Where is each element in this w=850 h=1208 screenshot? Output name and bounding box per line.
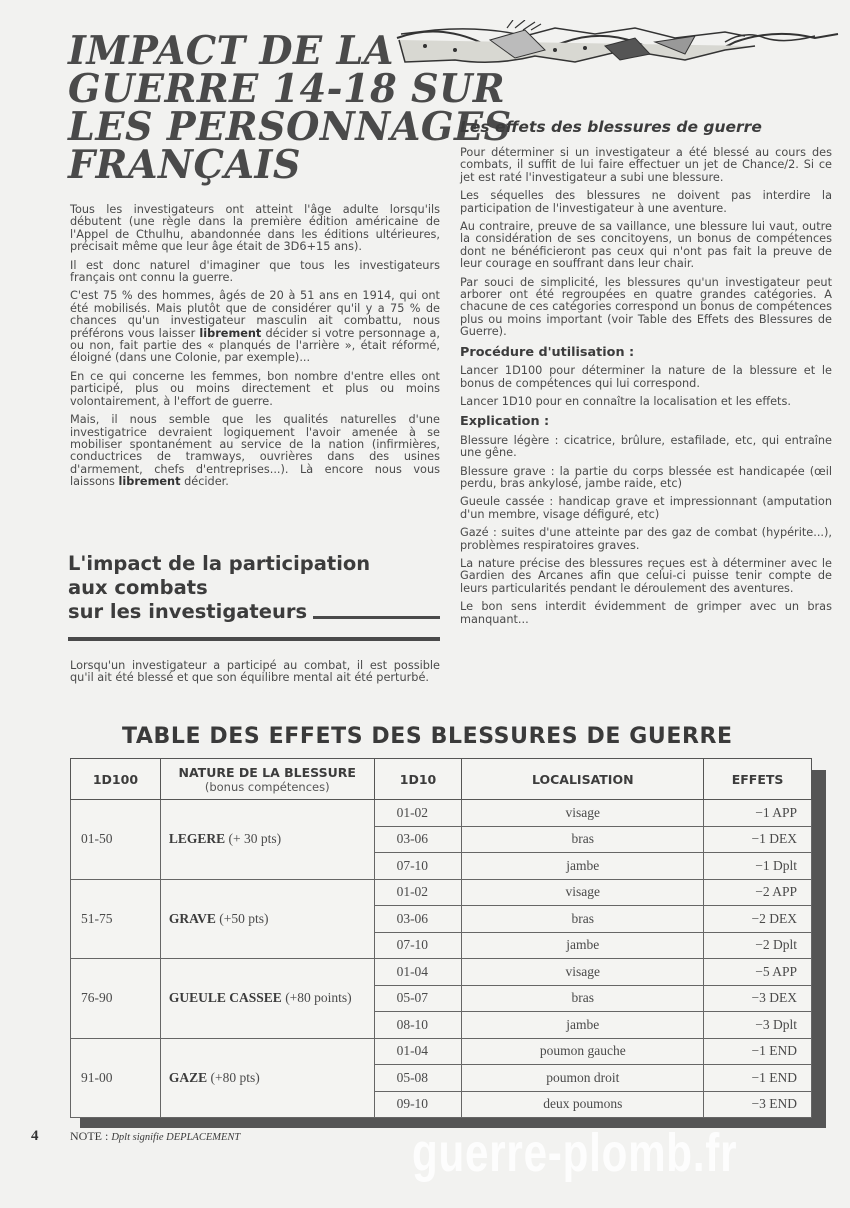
wounds-text (460, 147, 832, 632)
header-1d10: 1D10 (374, 759, 462, 800)
heading-line (68, 600, 440, 624)
d10-range: 07-10 (374, 932, 462, 959)
title-line: GUERRE 14-18 SUR (68, 66, 506, 112)
localisation: poumon droit (462, 1065, 704, 1092)
table-header-row (71, 759, 812, 800)
nature-label: GRAVE (168, 910, 216, 926)
effect: −3 END (704, 1091, 812, 1118)
paragraph: Au contraire, preuve de sa vaillance, une blessure lui vaut, outre la considération de ses concitoyens, un bonus de compétences dont ne bénéficieront pas ceux qui n'ont pas fait la preuve de leur courage en souffrant dans leur chair. (460, 220, 832, 271)
paragraph: Lorsqu'un investigateur a participé au combat, il est possible qu'il ait été blessé et que son équilibre mental ait été perturbé. (70, 659, 440, 685)
paragraph: Lancer 1D100 pour déterminer la nature de la blessure et le bonus de compétences qui lui correspond. (460, 364, 832, 390)
table-row (71, 959, 812, 986)
note-text: Dplt signifie DEPLACEMENT (111, 1132, 241, 1143)
header-1d100: 1D100 (71, 759, 161, 800)
right-heading: Les effets des blessures de guerre (460, 118, 762, 136)
nature-bonus: (+ 30 pts) (228, 831, 282, 847)
paragraph: Tous les investigateurs ont atteint l'âge adulte lorsqu'ils débutent (une règle dans la première édition américaine de l'Appel de Cthulhu, abandonnée dans les éditions ultérieures, précisait même que leur âge était de 3D6+15 ans). (70, 203, 440, 254)
explication-heading: Explication : (460, 414, 550, 430)
table-title: TABLE DES EFFETS DES BLESSURES DE GUERRE (122, 724, 733, 749)
text-run: C'est 75 % des hommes, âgés de 20 à 51 ans en 1914, qui ont été mobilisés. Mais plutôt que de considérer qu'il y a 75 % de chances qu'un investigateur masculin ait combattu, nous préférons vous laisser (70, 289, 440, 340)
heading-rule (313, 616, 440, 619)
paragraph: Blessure légère : cicatrice, brûlure, estafilade, etc, qui entraîne une gêne. (460, 433, 832, 460)
paragraph: La nature précise des blessures reçues est à déterminer avec le Gardien des Arcanes afin que celui-ci puisse tenir compte de leurs particularités pendant le déroulement des aventures. (460, 556, 832, 595)
paragraph: Les séquelles des blessures ne doivent pas interdire la participation de l'investigateur à une aventure. (460, 189, 832, 215)
effect: −1 END (704, 1038, 812, 1065)
paragraph (70, 290, 440, 364)
d100-range: 91-00 (71, 1038, 161, 1118)
d10-range: 03-06 (374, 906, 462, 933)
header-nature (160, 759, 374, 800)
footnote (70, 1129, 240, 1144)
d10-range: 01-04 (374, 1038, 462, 1065)
paragraph: Il est donc naturel d'imaginer que tous les investigateurs français ont connu la guerre. (70, 258, 440, 285)
header-localisation: LOCALISATION (462, 759, 704, 800)
emphasis: librement (118, 475, 181, 489)
d10-range: 05-07 (374, 985, 462, 1012)
text-run: décider. (180, 475, 229, 489)
effect: −3 Dplt (704, 1012, 812, 1039)
paragraph: Pour déterminer si un investigateur a été blessé au cours des combats, il suffit de lui faire effectuer un jet de Chance/2. Si ce jet est raté l'investigateur a subi une blessure. (460, 146, 832, 184)
table-body (71, 800, 812, 1118)
emphasis: librement (199, 326, 262, 340)
header-nature-sub: (bonus compétences) (204, 779, 330, 794)
paragraph: Le bon sens interdit évidemment de grimper avec un bras manquant... (460, 600, 832, 626)
d10-range: 07-10 (374, 853, 462, 880)
procedure-heading: Procédure d'utilisation : (460, 344, 635, 360)
heading-text: sur les investigateurs (68, 600, 308, 623)
effect: −3 DEX (704, 985, 812, 1012)
wound-nature (160, 959, 374, 1039)
d10-range: 01-02 (374, 879, 462, 906)
section-text (70, 660, 440, 691)
paragraph: Lancer 1D10 pour en connaître la localisation et les effets. (460, 394, 791, 408)
localisation: visage (462, 879, 704, 906)
d10-range: 05-08 (374, 1065, 462, 1092)
d100-range: 76-90 (71, 959, 161, 1039)
localisation: bras (462, 906, 704, 933)
localisation: visage (462, 959, 704, 986)
localisation: visage (462, 800, 704, 827)
paragraph: Gazé : suites d'une atteinte par des gaz de combat (hypérite...), problèmes respiratoires graves. (460, 526, 832, 552)
title-line: IMPACT DE LA (68, 28, 394, 74)
effect: −2 APP (704, 879, 812, 906)
effect: −1 APP (704, 800, 812, 827)
nature-bonus: (+50 pts) (219, 910, 269, 926)
wound-nature (160, 879, 374, 959)
heading-line: aux combats (68, 576, 208, 599)
paragraph: Blessure grave : la partie du corps blessée est handicapée (œil perdu, bras ankylosé, jambe raide, etc) (460, 464, 832, 490)
wounds-table (70, 758, 812, 1118)
watermark: guerre-plomb.fr (412, 1123, 738, 1183)
d10-range: 08-10 (374, 1012, 462, 1039)
heading-line: L'impact de la participation (68, 552, 371, 575)
note-label: NOTE : (70, 1129, 109, 1143)
title-line: FRANÇAIS (68, 142, 301, 188)
d100-range: 01-50 (71, 800, 161, 880)
nature-label: GUEULE CASSEE (168, 990, 282, 1006)
effect: −1 Dplt (704, 853, 812, 880)
effect: −2 DEX (704, 906, 812, 933)
d10-range: 01-04 (374, 959, 462, 986)
header-nature-label: NATURE DE LA BLESSURE (178, 764, 356, 780)
section-divider (68, 637, 440, 641)
effect: −1 END (704, 1065, 812, 1092)
localisation: bras (462, 985, 704, 1012)
d10-range: 09-10 (374, 1091, 462, 1118)
wound-nature (160, 800, 374, 880)
text-run: Mais, il nous semble que les qualités naturelles d'une investigatrice devraient logiquement l'avoir amenée à se mobiliser spontanément au service de la nation (infirmières, conductrices de tramways, ouvrières dans des usines d'armement, chefs d'entreprises...). Là encore nous vous laissons (70, 413, 440, 489)
nature-label: LEGERE (168, 831, 226, 847)
section-heading (68, 552, 440, 624)
table-row (71, 1038, 812, 1065)
header-effets: EFFETS (704, 759, 812, 800)
paragraph: Gueule cassée : handicap grave et impressionnant (amputation d'un membre, visage défiguré, etc) (460, 495, 832, 521)
wound-nature (160, 1038, 374, 1118)
nature-label: GAZE (168, 1069, 208, 1085)
paragraph: En ce qui concerne les femmes, bon nombre d'entre elles ont participé, plus ou moins directement et plus ou moins volontairement, à l'effort de guerre. (70, 369, 440, 408)
table-row (71, 800, 812, 827)
effect: −1 DEX (704, 826, 812, 853)
localisation: jambe (462, 932, 704, 959)
localisation: jambe (462, 853, 704, 880)
table-row (71, 879, 812, 906)
nature-bonus: (+80 points) (285, 990, 352, 1006)
d100-range: 51-75 (71, 879, 161, 959)
nature-bonus: (+80 pts) (210, 1069, 260, 1085)
serpent-ornament-icon (395, 20, 840, 72)
localisation: deux poumons (462, 1091, 704, 1118)
page-number: 4 (31, 1128, 39, 1144)
d10-range: 01-02 (374, 800, 462, 827)
paragraph: Par souci de simplicité, les blessures qu'un investigateur peut arborer ont été regroupées en quatre grandes catégories. A chacune de ces catégories correspond un bonus de compétences plus ou moins important (voir Table des Effets des Blessures de Guerre). (460, 275, 832, 339)
title-line: LES PERSONNAGES (68, 104, 512, 150)
localisation: jambe (462, 1012, 704, 1039)
d10-range: 03-06 (374, 826, 462, 853)
localisation: poumon gauche (462, 1038, 704, 1065)
effect: −5 APP (704, 959, 812, 986)
localisation: bras (462, 826, 704, 853)
text-run: décider si votre personnage a, ou non, fait partie des « planqués de l'arrière », était réformé, éloigné (dans une Colonie, par exemple)... (70, 326, 441, 365)
intro-text (70, 204, 440, 495)
effect: −2 Dplt (704, 932, 812, 959)
paragraph (70, 414, 440, 488)
